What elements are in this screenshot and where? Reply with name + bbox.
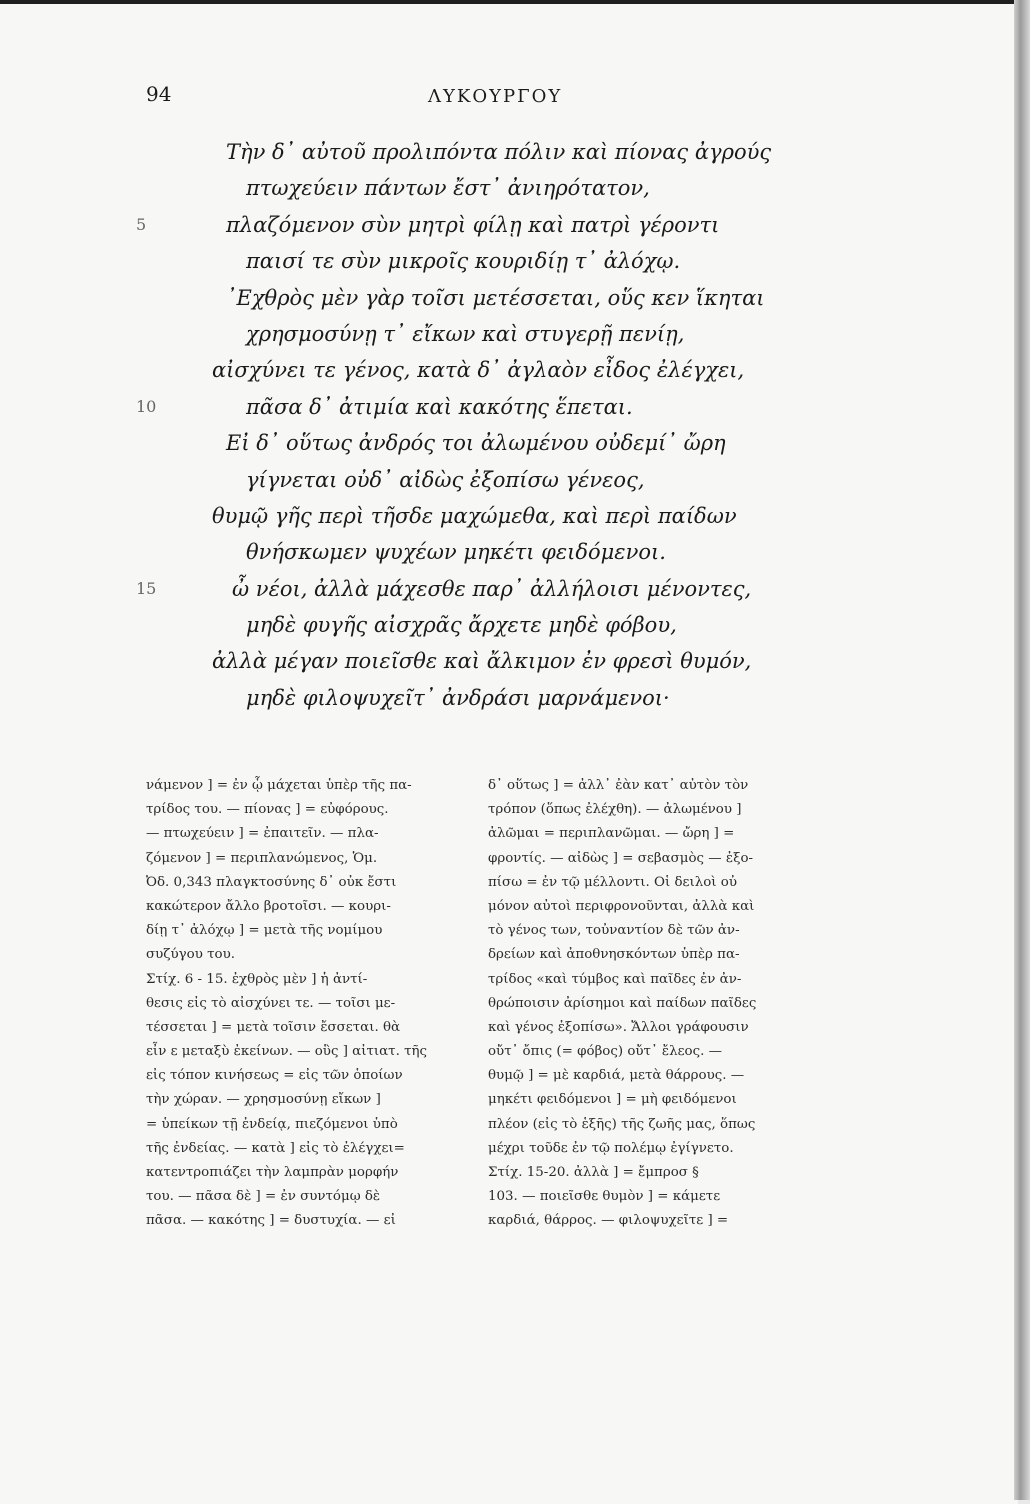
poem-line-text: παισί τε σὺν μικροῖς κουριδίῃ τ᾿ ἀλόχῳ.: [246, 249, 681, 274]
poem-line-text: ἀλλὰ μέγαν ποιεῖσθε καὶ ἄλκιμον ἐν φρεσὶ θυμόν,: [212, 649, 752, 674]
line-number: 15: [136, 578, 157, 598]
commentary-line: θρώποισιν ἀρίσημοι καὶ παίδων παῖδες: [488, 995, 757, 1011]
commentary-line: καὶ γένος ἐξοπίσω». Ἄλλοι γράφουσιν: [488, 1019, 749, 1035]
poem-line-text: χρησμοσύνῃ τ᾿ εἴκων καὶ στυγερῇ πενίῃ,: [246, 321, 685, 346]
poem-line-text: πλαζόμενον σὺν μητρὶ φίλῃ καὶ πατρὶ γέροντι: [226, 212, 720, 237]
commentary-line: ἀλῶμαι = περιπλανῶμαι. — ὤρη ] =: [488, 826, 735, 842]
poem-line-text: ᾿Εχθρὸς μὲν γὰρ τοῖσι μετέσσεται, οὕς κεν ἵκηται: [226, 285, 765, 310]
poem-line-text: πᾶσα δ᾿ ἀτιμία καὶ κακότης ἕπεται.: [246, 394, 633, 419]
poem-line-text: Τὴν δ᾿ αὐτοῦ προλιπόντα πόλιν καὶ πίονας ἀγρούς: [226, 140, 772, 164]
poem-line: [136, 607, 856, 643]
commentary-line: πίσω = ἐν τῷ μέλλοντι. Οἱ δειλοὶ οὐ: [488, 874, 737, 890]
poem-line: [136, 134, 856, 170]
commentary-line: πλέον (εἰς τὸ ἑξῆς) τῆς ζωῆς μας, ὅπως: [488, 1116, 756, 1132]
commentary-line: νάμενον ] = ἐν ᾧ μάχεται ὑπὲρ τῆς πα-: [146, 778, 412, 793]
poem-line: [136, 389, 856, 425]
poem-line: [136, 680, 856, 716]
commentary-line: τέσσεται ] = μετὰ τοῖσιν ἔσσεται. θὰ: [146, 1019, 401, 1035]
commentary-line: τὸ γένος των, τοὐναντίον δὲ τῶν ἀν-: [488, 923, 740, 939]
commentary-line: κακώτερον ἄλλο βροτοῖσι. — κουρι-: [146, 898, 391, 914]
poem-line-text: πτωχεύειν πάντων ἔστ᾿ ἀνιηρότατον,: [246, 176, 650, 201]
poem-line: [136, 643, 856, 679]
commentary-line: Στίχ. 6 - 15. ἐχθρὸς μὲν ] ἡ ἀντί-: [146, 971, 368, 987]
running-head: ΛΥΚΟΥΡΓΟΥ: [428, 86, 563, 107]
commentary-line: καρδιά, θάρρος. — φιλοψυχεῖτε ] =: [488, 1213, 729, 1229]
poem-line: [136, 352, 856, 388]
commentary-line: μέχρι τοῦδε ἐν τῷ πολέμῳ ἐγίγνετο.: [488, 1140, 734, 1156]
commentary-line: συζύγου του.: [146, 947, 236, 963]
commentary-line: τῆς ἐνδείας. — κατὰ ] εἰς τὸ ἐλέγχει=: [146, 1140, 405, 1156]
commentary-line: 103. — ποιεῖσθε θυμὸν ] = κάμετε: [488, 1189, 721, 1205]
commentary-line: δρείων καὶ ἀποθνησκόντων ὑπὲρ πα-: [488, 947, 740, 963]
poem-line-text: ὦ νέοι, ἀλλὰ μάχεσθε παρ᾿ ἀλλήλοισι μένοντες,: [232, 576, 752, 601]
poem-line: [136, 170, 856, 206]
commentary-line: εἰς τόπον κινήσεως = εἰς τῶν ὁποίων: [146, 1068, 403, 1084]
poem-line-text: θυμῷ γῆς περὶ τῆσδε μαχώμεθα, καὶ περὶ παίδων: [212, 503, 737, 528]
commentary-line: δ᾿ οὕτως ] = ἀλλ᾿ ἐὰν κατ᾿ αὐτὸν τὸν: [488, 778, 749, 793]
commentary-line: φροντίς. — αἰδὼς ] = σεβασμὸς — ἐξο-: [488, 850, 754, 866]
commentary-line: του. — πᾶσα δὲ ] = ἐν συντόμῳ δὲ: [146, 1189, 381, 1205]
poem-line: [136, 280, 856, 316]
commentary-line: μηκέτι φειδόμενοι ] = μὴ φειδόμενοι: [488, 1092, 737, 1108]
poem-line: [136, 498, 856, 534]
poem-line: [136, 207, 856, 243]
commentary-line: ζόμενον ] = περιπλανώμενος, Ὁμ.: [146, 850, 378, 866]
commentary-line: θυμῷ ] = μὲ καρδιά, μετὰ θάρρους. —: [488, 1068, 745, 1084]
poem-line: [136, 571, 856, 607]
poem-line: [136, 425, 856, 461]
poem-line: [136, 462, 856, 498]
commentary-line: μόνον αὐτοὶ περιφρονοῦνται, ἀλλὰ καὶ: [488, 898, 755, 914]
poem: [136, 134, 856, 716]
line-number: 10: [136, 396, 157, 416]
commentary-line: = ὑπείκων τῇ ἐνδείᾳ, πιεζόμενοι ὑπὸ: [146, 1116, 398, 1132]
commentary-line: εἶν ε μεταξὺ ἐκείνων. — οὓς ] αἰτιατ. τῆς: [146, 1044, 428, 1060]
commentary-line: τρόπον (ὅπως ἐλέχθη). — ἀλωμένου ]: [488, 802, 742, 818]
commentary-line: πᾶσα. — κακότης ] = δυστυχία. — εἰ: [146, 1213, 396, 1229]
poem-line-text: αἰσχύνει τε γένος, κατὰ δ᾿ ἀγλαὸν εἶδος ἐλέγχει,: [212, 358, 745, 383]
page-edge: [1014, 0, 1030, 1500]
poem-line: [136, 243, 856, 279]
commentary-line: Στίχ. 15-20. ἀλλὰ ] = ἔμπροσ §: [488, 1165, 699, 1180]
commentary-line: — πτωχεύειν ] = ἐπαιτεῖν. — πλα-: [146, 826, 379, 842]
line-number: 5: [136, 214, 147, 234]
poem-line: [136, 316, 856, 352]
commentary-line: οὔτ᾿ ὄπις (= φόβος) οὔτ᾿ ἔλεος. —: [488, 1044, 722, 1060]
commentary-right-column: [488, 774, 818, 1234]
poem-line-text: μηδὲ φιλοψυχεῖτ᾿ ἀνδράσι μαρνάμενοι·: [246, 685, 670, 710]
poem-line-text: θνήσκωμεν ψυχέων μηκέτι φειδόμενοι.: [246, 540, 666, 565]
commentary-line: δίῃ τ᾿ ἀλόχῳ ] = μετὰ τῆς νομίμου: [146, 923, 383, 939]
page-number: 94: [146, 82, 172, 106]
poem-line: [136, 534, 856, 570]
poem-line-text: γίγνεται οὐδ᾿ αἰδὼς ἐξοπίσω γένεος,: [246, 467, 645, 492]
poem-line-text: Εἰ δ᾿ οὕτως ἀνδρός τοι ἀλωμένου οὐδεμί᾿ ὤρη: [226, 431, 726, 456]
poem-line-text: μηδὲ φυγῆς αἰσχρᾶς ἄρχετε μηδὲ φόβου,: [246, 613, 677, 638]
commentary-line: θεσις εἰς τὸ αἰσχύνει τε. — τοῖσι με-: [146, 995, 396, 1011]
commentary-line: τρίδος «καὶ τύμβος καὶ παῖδες ἐν ἀν-: [488, 971, 742, 987]
commentary-line: τὴν χώραν. — χρησμοσύνῃ εἴκων ]: [146, 1092, 381, 1108]
commentary-line: Ὀδ. 0,343 πλαγκτοσύνης δ᾿ οὐκ ἔστι: [146, 874, 397, 890]
commentary-left-column: [146, 774, 476, 1234]
commentary-line: κατεντροπιάζει τὴν λαμπρὰν μορφήν: [146, 1165, 399, 1180]
commentary-line: τρίδος του. — πίονας ] = εὐφόρους.: [146, 802, 389, 818]
